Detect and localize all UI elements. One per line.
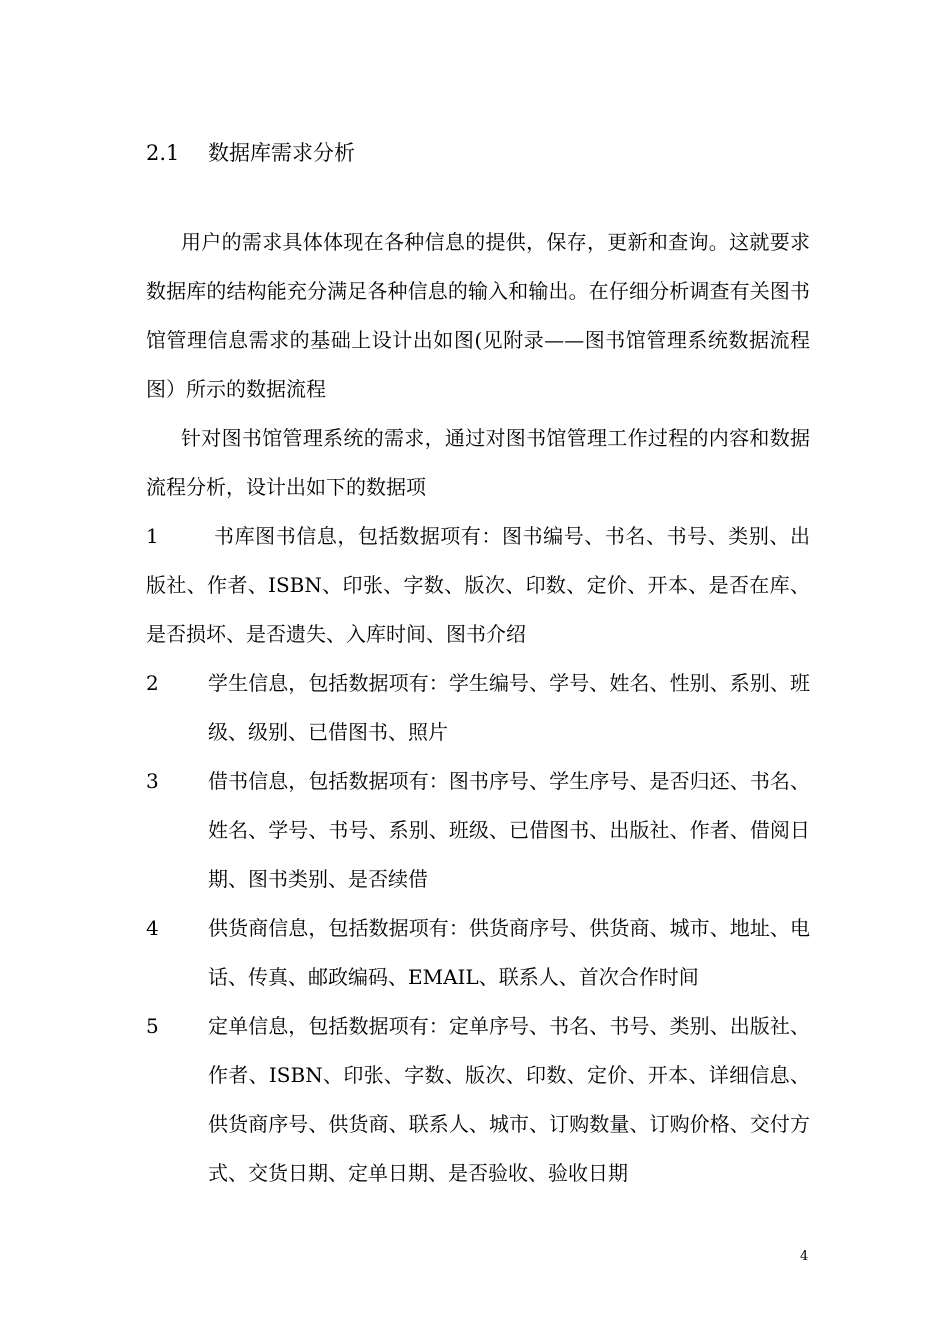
paragraph-data-items-intro: 针对图书馆管理系统的需求，通过对图书馆管理工作过程的内容和数据流程分析，设计出如下的数据项 bbox=[146, 426, 810, 499]
list-item bbox=[146, 512, 810, 659]
section-heading bbox=[146, 138, 355, 168]
list-item bbox=[146, 757, 810, 904]
list-item-text: 供货商信息，包括数据项有：供货商序号、供货商、城市、地址、电话、传真、邮政编码、EMAIL、联系人、首次合作时间 bbox=[208, 916, 810, 989]
list-item-number: 5 bbox=[146, 1014, 159, 1038]
list-item-number: 3 bbox=[146, 769, 159, 793]
list-item bbox=[146, 659, 810, 757]
list-item-text: 借书信息，包括数据项有：图书序号、学生序号、是否归还、书名、姓名、学号、书号、系别、班级、已借图书、出版社、作者、借阅日期、图书类别、是否续借 bbox=[208, 769, 810, 891]
list-item-number: 1 bbox=[146, 524, 159, 548]
list-item-text: 学生信息，包括数据项有：学生编号、学号、姓名、性别、系别、班级、级别、已借图书、照片 bbox=[208, 671, 810, 744]
list-item bbox=[146, 904, 810, 1002]
list-item-number: 4 bbox=[146, 916, 159, 940]
list-item-text: 定单信息，包括数据项有：定单序号、书名、书号、类别、出版社、作者、ISBN、印张、字数、版次、印数、定价、开本、详细信息、供货商序号、供货商、联系人、城市、订购数量、订购价格、交付方式、交货日期、定单日期、是否验收、验收日期 bbox=[208, 1014, 810, 1185]
section-number: 2.1 bbox=[146, 141, 180, 165]
list-item-number: 2 bbox=[146, 671, 159, 695]
section-title: 数据库需求分析 bbox=[208, 141, 355, 165]
paragraph-requirements: 用户的需求具体体现在各种信息的提供，保存，更新和查询。这就要求数据库的结构能充分满足各种信息的输入和输出。在仔细分析调查有关图书馆管理信息需求的基础上设计出如图(见附录——图书馆管理系统数据流程图）所示的数据流程 bbox=[146, 230, 810, 401]
list-item bbox=[146, 1002, 810, 1198]
list-item-text: 书库图书信息，包括数据项有：图书编号、书名、书号、类别、出版社、作者、ISBN、印张、字数、版次、印数、定价、开本、是否在库、是否损坏、是否遗失、入库时间、图书介绍 bbox=[146, 524, 810, 646]
page-number: 4 bbox=[800, 1249, 809, 1264]
